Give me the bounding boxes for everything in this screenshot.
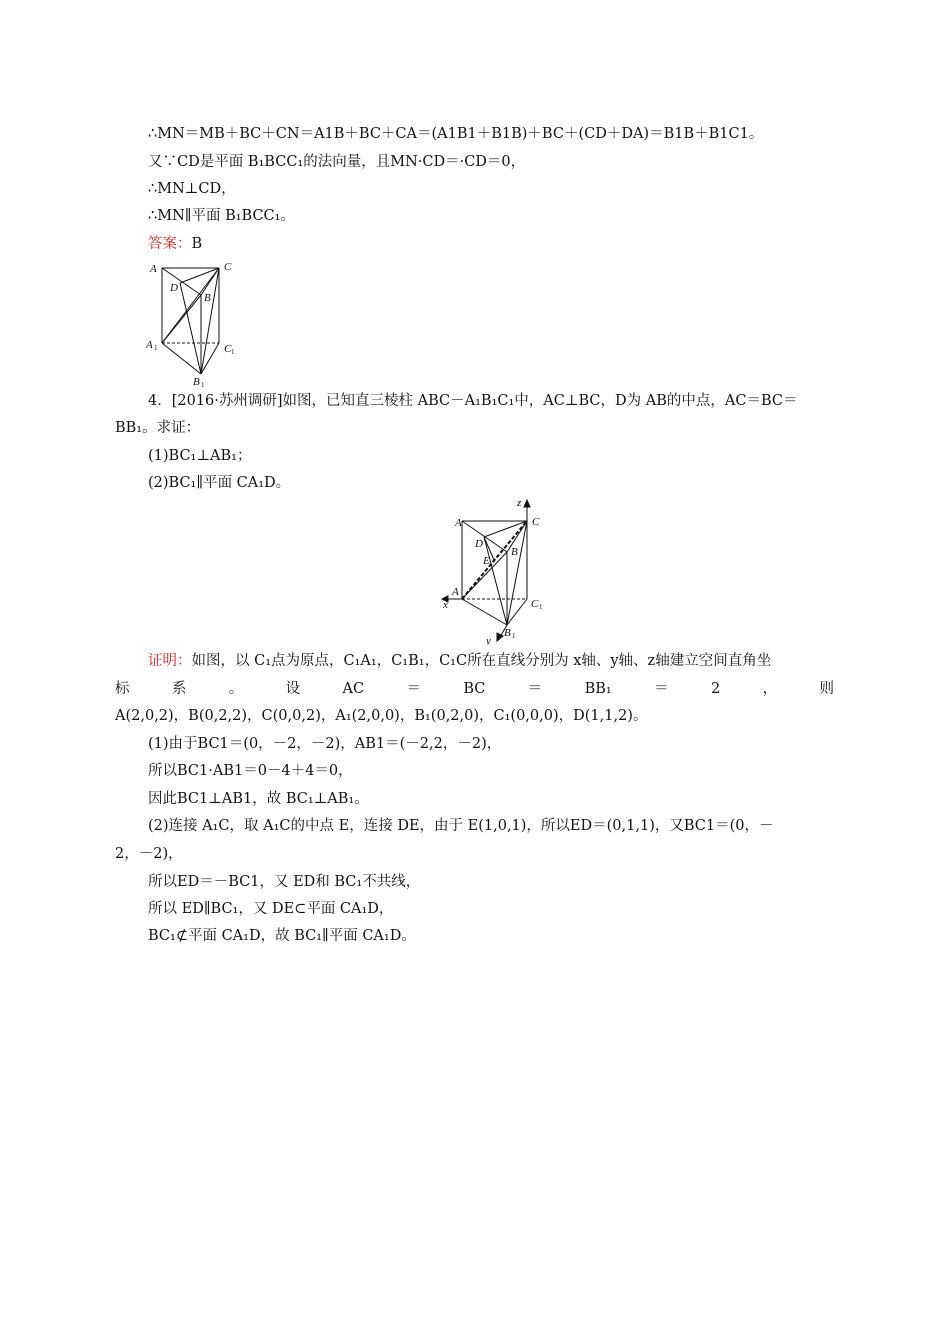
fig2-sub-a1: 1: [460, 591, 464, 599]
answer-line: [148, 234, 202, 254]
step-2-line-4: 所以 ED∥BC₁，又 DE⊂平面 CA₁D，: [148, 901, 394, 917]
question-1: (1)BC₁⊥AB₁；: [148, 448, 252, 464]
fig1-label-a1: A: [146, 339, 153, 351]
fig1-label-b: B: [204, 292, 211, 304]
proof-word: 则: [819, 681, 834, 697]
proof-line-3: A(2,0,2)，B(0,2,2)，C(0,0,2)，A₁(2,0,0)，B₁(0,2,0)，C₁(0,0,0)，D(1,1,2)。: [115, 708, 648, 724]
fig2-label-c: C: [532, 516, 540, 528]
proof-line-1: [148, 651, 771, 671]
step-2-line-1: (2)连接 A₁C，取 A₁C的中点 E，连接 DE，由于 E(1,0,1)，所以ED＝(0,1,1)，又BC1＝(0，－: [148, 818, 774, 834]
line-4: ∴MN∥平面 B₁BCC₁。: [148, 208, 295, 224]
fig2-label-y: y: [486, 635, 491, 645]
fig2-sub-c1: 1: [539, 603, 543, 611]
proof-label: 证明：: [148, 653, 192, 669]
step-2-line-3: 所以ED＝－BC1，又 ED和 BC₁不共线，: [148, 874, 421, 890]
proof-word: 系: [171, 681, 187, 697]
proof-word: ，: [762, 681, 778, 697]
step-2-line-5: BC₁⊄平面 CA₁D，故 BC₁∥平面 CA₁D。: [148, 928, 416, 944]
prism-figure-2: [440, 495, 560, 645]
fig1-label-c: C: [224, 261, 232, 273]
proof-word: BC: [463, 681, 486, 697]
step-1-line-2: 所以BC1·AB1＝0－4＋4＝0，: [148, 763, 353, 779]
answer-value: B: [191, 236, 203, 252]
fig1-sub-c1: 1: [231, 348, 235, 356]
fig1-label-b1: B: [193, 376, 200, 388]
fig2-sub-b1: 1: [512, 632, 516, 640]
proof-word: ＝: [406, 681, 421, 697]
fig2-label-a: A: [455, 517, 462, 529]
fig2-label-b1: B: [504, 627, 511, 639]
problem-4-line-2: BB₁。求证：: [115, 420, 201, 436]
step-1-line-3: 因此BC1⊥AB1，故 BC₁⊥AB₁。: [148, 791, 369, 807]
proof-text-1: 如图，以 C₁点为原点，C₁A₁，C₁B₁，C₁C所在直线分别为 x轴、y轴、z轴建立空间直角坐: [191, 653, 772, 669]
step-1-line-1: (1)由于BC1＝(0，－2，－2)，AB1＝(－2,2，－2)，: [148, 736, 502, 752]
problem-4-line-1: 4．[2016·苏州调研]如图，已知直三棱柱 ABC－A₁B₁C₁中，AC⊥BC，D为 AB的中点，AC＝BC＝: [148, 393, 798, 409]
answer-label: 答案：: [148, 236, 192, 252]
prism-figure-1: [140, 258, 250, 388]
proof-word: AC: [342, 681, 365, 697]
line-3: ∴MN⊥CD，: [148, 181, 236, 197]
proof-word: 标: [115, 681, 130, 697]
proof-word: ＝: [527, 681, 543, 697]
fig2-label-z: z: [517, 497, 522, 509]
proof-word: 2: [710, 681, 721, 697]
proof-line-2: [115, 679, 834, 699]
fig1-label-d: D: [170, 282, 178, 294]
line-2: 又∵CD是平面 B₁BCC₁的法向量，且MN·CD＝·CD＝0，: [148, 154, 526, 170]
proof-word: 。: [228, 681, 244, 697]
fig2-label-d: D: [475, 538, 483, 550]
line-1: ∴MN＝MB＋BC＋CN＝A1B＋BC＋CA＝(A1B1＋B1B)＋BC＋(CD＋DA)＝B1B＋B1C1。: [148, 126, 764, 142]
proof-word: BB₁: [584, 681, 612, 697]
fig2-label-a1: A: [452, 586, 459, 598]
fig2-label-c1: C: [531, 598, 539, 610]
fig1-sub-a1: 1: [154, 344, 158, 352]
fig1-label-c1: C: [224, 343, 232, 355]
fig1-sub-b1: 1: [201, 381, 205, 388]
fig2-label-e: E: [483, 555, 490, 567]
question-2: (2)BC₁∥平面 CA₁D。: [148, 475, 291, 491]
step-2-line-2: 2，－2)，: [115, 846, 183, 862]
proof-word: ＝: [654, 681, 669, 697]
fig2-label-b: B: [511, 546, 518, 558]
fig1-label-a: A: [150, 263, 157, 275]
proof-word: 设: [285, 681, 301, 697]
fig2-label-x: x: [443, 599, 448, 611]
